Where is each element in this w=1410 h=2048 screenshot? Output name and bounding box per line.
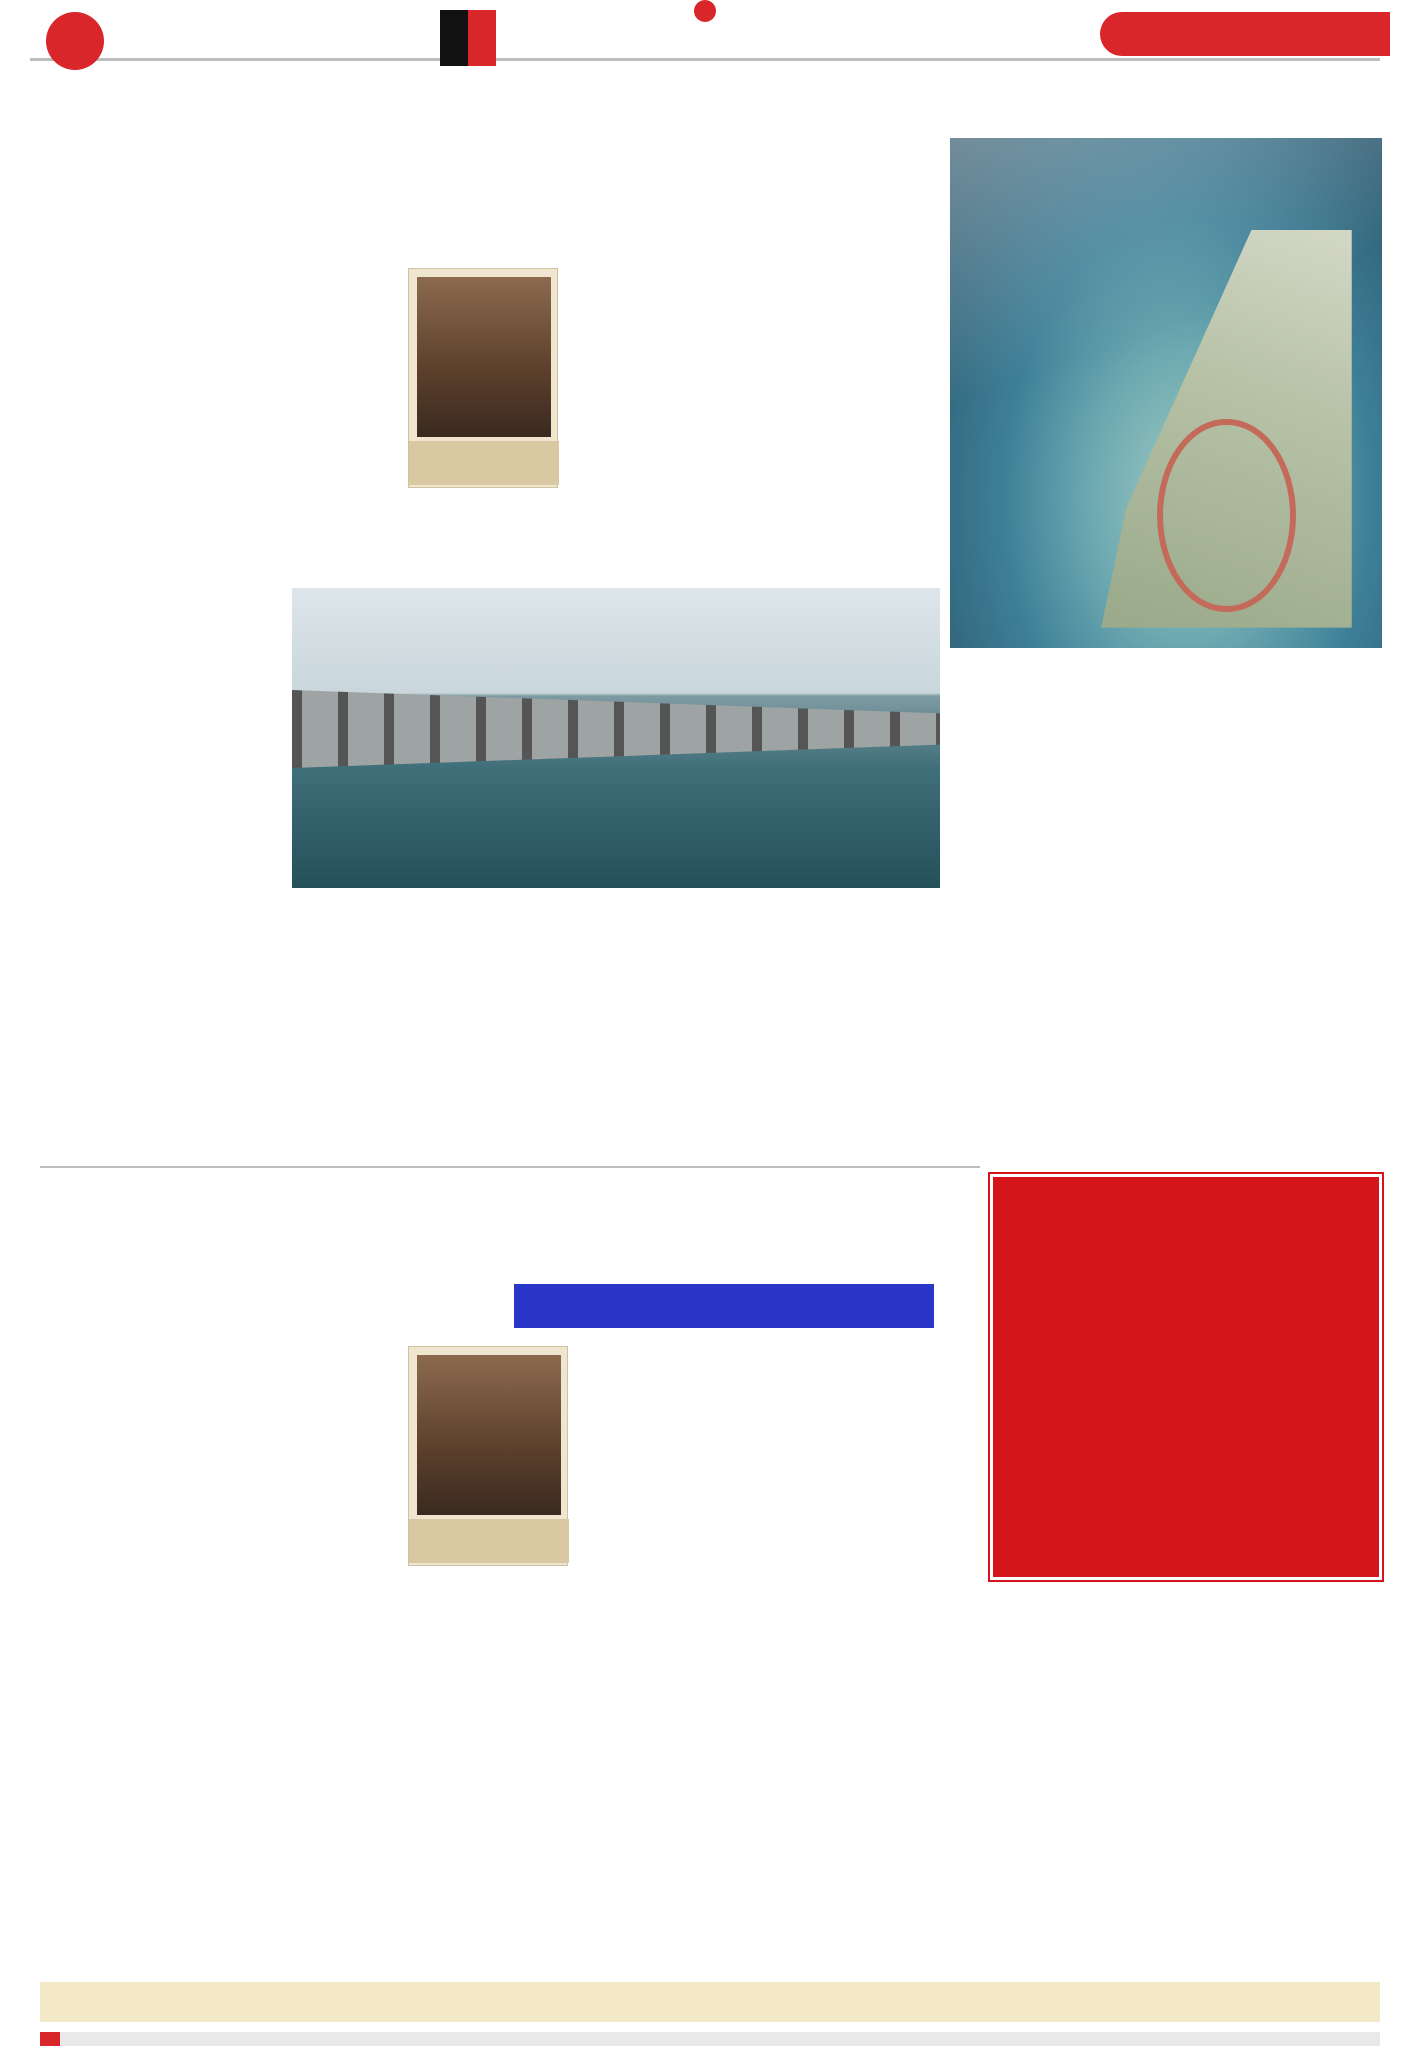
footer-strip (40, 2032, 1380, 2046)
article2-signoff (980, 1944, 1380, 1966)
article2-col1 (40, 1340, 400, 1960)
date-banner (1100, 12, 1390, 56)
pin-icon (694, 0, 716, 22)
author2-photo (417, 1355, 561, 1515)
article2-col2 (590, 1340, 960, 1960)
header-rule (30, 58, 1380, 61)
dam-photo (292, 588, 940, 888)
section-tag-part1 (440, 10, 468, 66)
article1-col2-mid (40, 604, 280, 900)
footer-quote (40, 1982, 1380, 2022)
article1-byline (408, 268, 558, 488)
author2-name (409, 1519, 569, 1563)
article1-col4 (980, 670, 1380, 1096)
pull-quote-box (990, 1174, 1382, 1580)
masthead (630, 0, 780, 22)
section-tag (440, 10, 496, 66)
article-divider (40, 1166, 980, 1168)
author-name (409, 441, 559, 485)
article1-col1 (40, 268, 400, 598)
section-tag-part2 (468, 10, 496, 66)
article1-col2-top (578, 268, 938, 578)
article2-subhead (514, 1284, 934, 1328)
riverfront-photo (950, 138, 1382, 648)
article1-col3-bottom (40, 906, 940, 1130)
author-photo (417, 277, 551, 437)
article1-signoff (980, 1106, 1380, 1130)
article2-byline (408, 1346, 568, 1566)
page-number (46, 12, 104, 70)
article2-col3 (980, 1614, 1380, 1944)
